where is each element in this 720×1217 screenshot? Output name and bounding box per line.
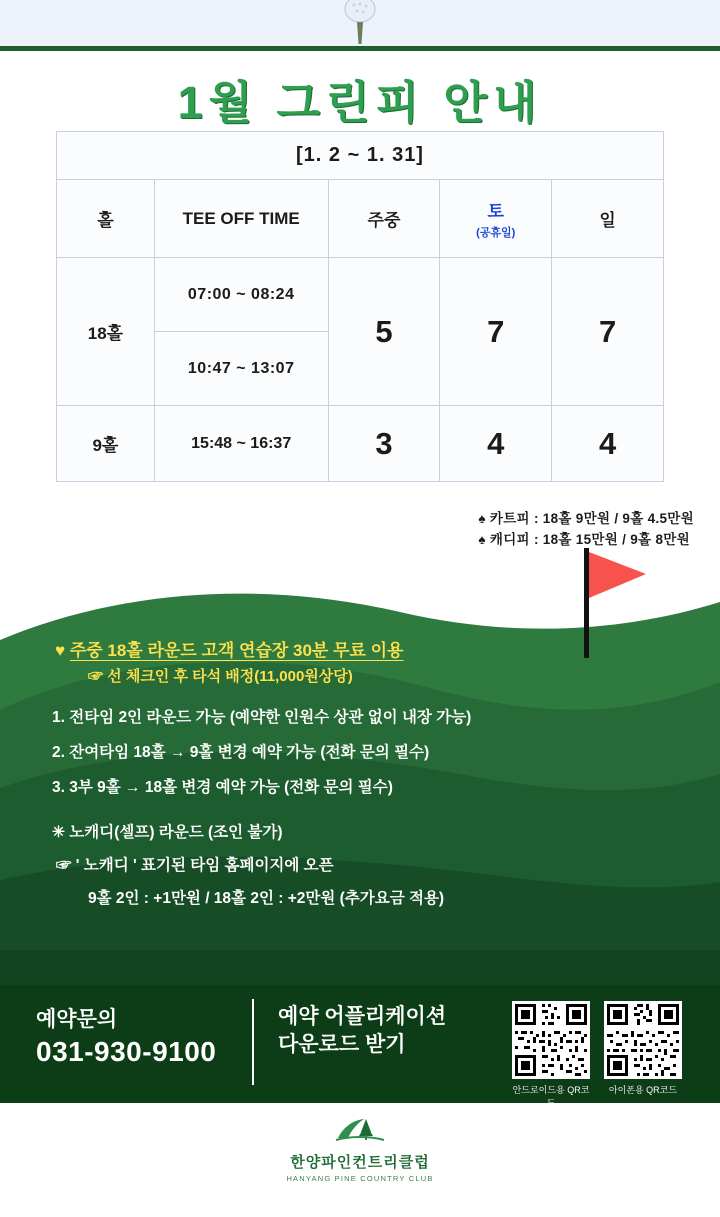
- table-row-date-range: [57, 132, 664, 180]
- cell-sunday-9: 4: [552, 406, 664, 482]
- qr-iphone-caption: 아이폰용 QR코드: [608, 1085, 678, 1095]
- table-row-18hole-first: [57, 258, 664, 332]
- nocaddie-line: ☞ ' 노캐디 ' 표기된 타임 홈페이지에 오픈: [56, 857, 334, 874]
- logo-name: 한양파인컨트리클럽: [290, 1154, 430, 1171]
- logo-sub: HANYANG PINE COUNTRY CLUB: [286, 1174, 434, 1183]
- cell-time-9: 15:48 ~ 16:37: [154, 406, 328, 482]
- reservation-contact: [36, 1003, 216, 1068]
- table-row-header: [57, 180, 664, 258]
- caddie-fee-note: ♠ 캐디피 : 18홀 15만원 / 9홀 8만원: [478, 532, 690, 547]
- highlight-notice: [55, 638, 403, 664]
- app-download-text: [278, 1003, 446, 1060]
- golf-ball-on-tee-icon: [330, 0, 390, 48]
- fee-notes: [478, 508, 694, 550]
- nocaddie-fee: 9홀 2인 : +1만원 / 18홀 2인 : +2만원 (추가요금 적용): [88, 890, 445, 907]
- page-title: 1월 그린피 안내: [177, 77, 543, 128]
- green-fee-table: [56, 131, 664, 482]
- column-header-saturday-sub: (공휴일): [476, 227, 516, 239]
- column-header-sunday: 일: [552, 180, 664, 258]
- qr-code-android[interactable]: [512, 1001, 590, 1079]
- cell-saturday-18: 7: [440, 258, 552, 406]
- table-row-9hole: [57, 406, 664, 482]
- brand-logo: [0, 1110, 720, 1183]
- highlight-notice-text: 주중 18홀 라운드 고객 연습장 30분 무료 이용: [69, 641, 404, 660]
- cart-fee-note: ♠ 카트피 : 18홀 9만원 / 9홀 4.5만원: [478, 511, 694, 526]
- cell-weekday-9: 3: [328, 406, 440, 482]
- notice-item-2: 2. 잔여타임 18홀 → 9홀 변경 예약 가능 (전화 문의 필수): [52, 744, 430, 761]
- notice-block: [0, 628, 720, 958]
- footer-divider: [252, 999, 254, 1085]
- date-range-cell: [1. 2 ~ 1. 31]: [57, 132, 664, 180]
- cell-saturday-9: 4: [440, 406, 552, 482]
- app-download-line1: 예약 어플리케이션: [278, 1005, 447, 1028]
- column-header-saturday-label: 토: [487, 202, 504, 221]
- cell-time-18-second: 10:47 ~ 13:07: [154, 332, 328, 406]
- notice-item-1: 1. 전타임 2인 라운드 가능 (예약한 인원수 상관 없이 내장 가능): [52, 709, 472, 726]
- app-download-line2: 다운로드 받기: [278, 1033, 406, 1057]
- column-header-teeoff: TEE OFF TIME: [154, 180, 328, 258]
- reservation-label: 예약문의: [36, 1008, 118, 1031]
- qr-code-iphone[interactable]: [604, 1001, 682, 1079]
- notice-item-3: 3. 3부 9홀 → 18홀 변경 예약 가능 (전화 문의 필수): [52, 779, 393, 796]
- cell-sunday-18: 7: [552, 258, 664, 406]
- column-header-saturday: [440, 180, 552, 258]
- column-header-weekday: 주중: [328, 180, 440, 258]
- cell-hole-9: 9홀: [57, 406, 155, 482]
- qr-android-caption: 안드로이드용 QR코드: [512, 1085, 590, 1108]
- cell-time-18-first: 07:00 ~ 08:24: [154, 258, 328, 332]
- reservation-phone[interactable]: 031-930-9100: [36, 1036, 217, 1067]
- column-header-hole: 홀: [57, 180, 155, 258]
- heart-icon: ♥: [55, 641, 66, 660]
- pine-tree-logo-icon: [330, 1110, 390, 1144]
- nocaddie-title: ✳ 노캐디(셀프) 라운드 (조인 불가): [52, 824, 283, 841]
- cell-hole-18: 18홀: [57, 258, 155, 406]
- footer-bar: [0, 985, 720, 1108]
- highlight-notice-sub: ☞ 선 체크인 후 타석 배정(11,000원상당): [88, 668, 353, 685]
- cell-weekday-18: 5: [328, 258, 440, 406]
